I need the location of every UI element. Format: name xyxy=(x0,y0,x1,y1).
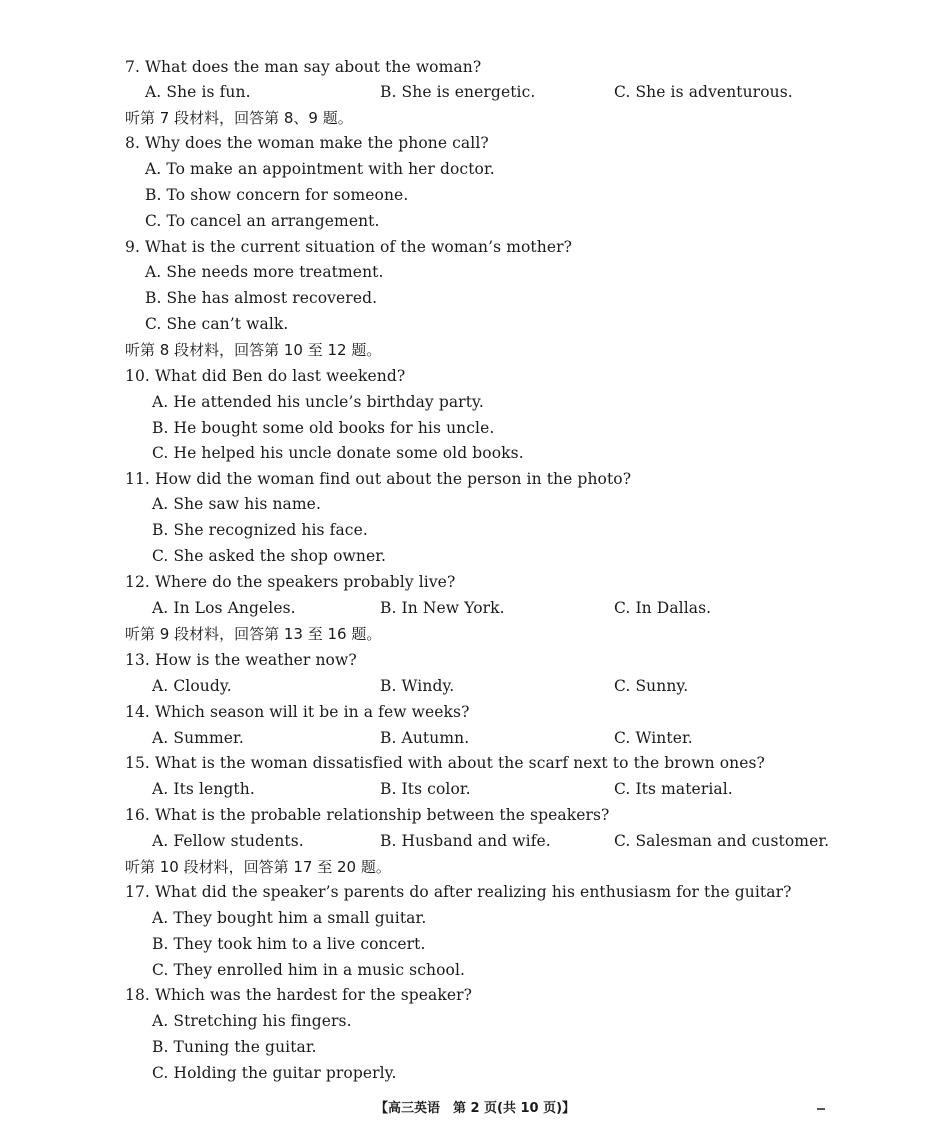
option-15a: A. Its length. xyxy=(152,780,255,798)
option-7b: B. She is energetic. xyxy=(380,83,536,101)
question-11: 11. How did the woman find out about the person in the photo? xyxy=(125,470,632,488)
question-18: 18. Which was the hardest for the speaker? xyxy=(125,986,473,1004)
option-12a: A. In Los Angeles. xyxy=(152,599,296,617)
option-10c: C. He helped his uncle donate some old books. xyxy=(152,444,524,462)
section-heading-10: 听第 10 段材料，回答第 17 至 20 题。 xyxy=(125,858,391,876)
option-9b: B. She has almost recovered. xyxy=(145,289,378,307)
option-14c: C. Winter. xyxy=(614,729,693,747)
option-13a: A. Cloudy. xyxy=(152,677,232,695)
option-13b: B. Windy. xyxy=(380,677,455,695)
page-footer: 【高三英语 第 2 页(共 10 页)】 xyxy=(374,1101,576,1116)
option-14b: B. Autumn. xyxy=(380,729,470,747)
option-11b: B. She recognized his face. xyxy=(152,521,368,539)
question-8: 8. Why does the woman make the phone call? xyxy=(125,134,489,152)
option-11a: A. She saw his name. xyxy=(152,495,321,513)
option-7c: C. She is adventurous. xyxy=(614,83,793,101)
option-12c: C. In Dallas. xyxy=(614,599,712,617)
question-10: 10. What did Ben do last weekend? xyxy=(125,367,406,385)
option-14a: A. Summer. xyxy=(152,729,244,747)
question-16: 16. What is the probable relationship between the speakers? xyxy=(125,806,610,824)
option-15c: C. Its material. xyxy=(614,780,733,798)
section-heading-9: 听第 9 段材料，回答第 13 至 16 题。 xyxy=(125,625,382,643)
option-15b: B. Its color. xyxy=(380,780,471,798)
option-12b: B. In New York. xyxy=(380,599,505,617)
option-10b: B. He bought some old books for his uncle. xyxy=(152,419,495,437)
option-8c: C. To cancel an arrangement. xyxy=(145,212,380,230)
option-17c: C. They enrolled him in a music school. xyxy=(152,961,466,979)
option-16a: A. Fellow students. xyxy=(152,832,304,850)
option-16c: C. Salesman and customer. xyxy=(614,832,830,850)
corner-mark xyxy=(817,1108,825,1110)
option-11c: C. She asked the shop owner. xyxy=(152,547,387,565)
section-heading-7: 听第 7 段材料，回答第 8、9 题。 xyxy=(125,109,353,127)
section-heading-8: 听第 8 段材料，回答第 10 至 12 题。 xyxy=(125,341,382,359)
option-9a: A. She needs more treatment. xyxy=(145,263,384,281)
question-15: 15. What is the woman dissatisfied with about the scarf next to the brown ones? xyxy=(125,754,765,772)
option-13c: C. Sunny. xyxy=(614,677,689,695)
option-17a: A. They bought him a small guitar. xyxy=(152,909,427,927)
question-14: 14. Which season will it be in a few weeks? xyxy=(125,703,470,721)
question-17: 17. What did the speaker’s parents do after realizing his enthusiasm for the guitar? xyxy=(125,883,792,901)
option-8a: A. To make an appointment with her doctor. xyxy=(145,160,495,178)
option-18a: A. Stretching his fingers. xyxy=(152,1012,352,1030)
option-18c: C. Holding the guitar properly. xyxy=(152,1064,397,1082)
option-16b: B. Husband and wife. xyxy=(380,832,551,850)
option-17b: B. They took him to a live concert. xyxy=(152,935,426,953)
question-12: 12. Where do the speakers probably live? xyxy=(125,573,456,591)
question-13: 13. How is the weather now? xyxy=(125,651,357,669)
option-18b: B. Tuning the guitar. xyxy=(152,1038,317,1056)
option-10a: A. He attended his uncle’s birthday party. xyxy=(152,393,484,411)
question-9: 9. What is the current situation of the woman’s mother? xyxy=(125,238,573,256)
option-8b: B. To show concern for someone. xyxy=(145,186,409,204)
option-7a: A. She is fun. xyxy=(145,83,251,101)
question-7: 7. What does the man say about the woman? xyxy=(125,58,482,76)
option-9c: C. She can’t walk. xyxy=(145,315,289,333)
